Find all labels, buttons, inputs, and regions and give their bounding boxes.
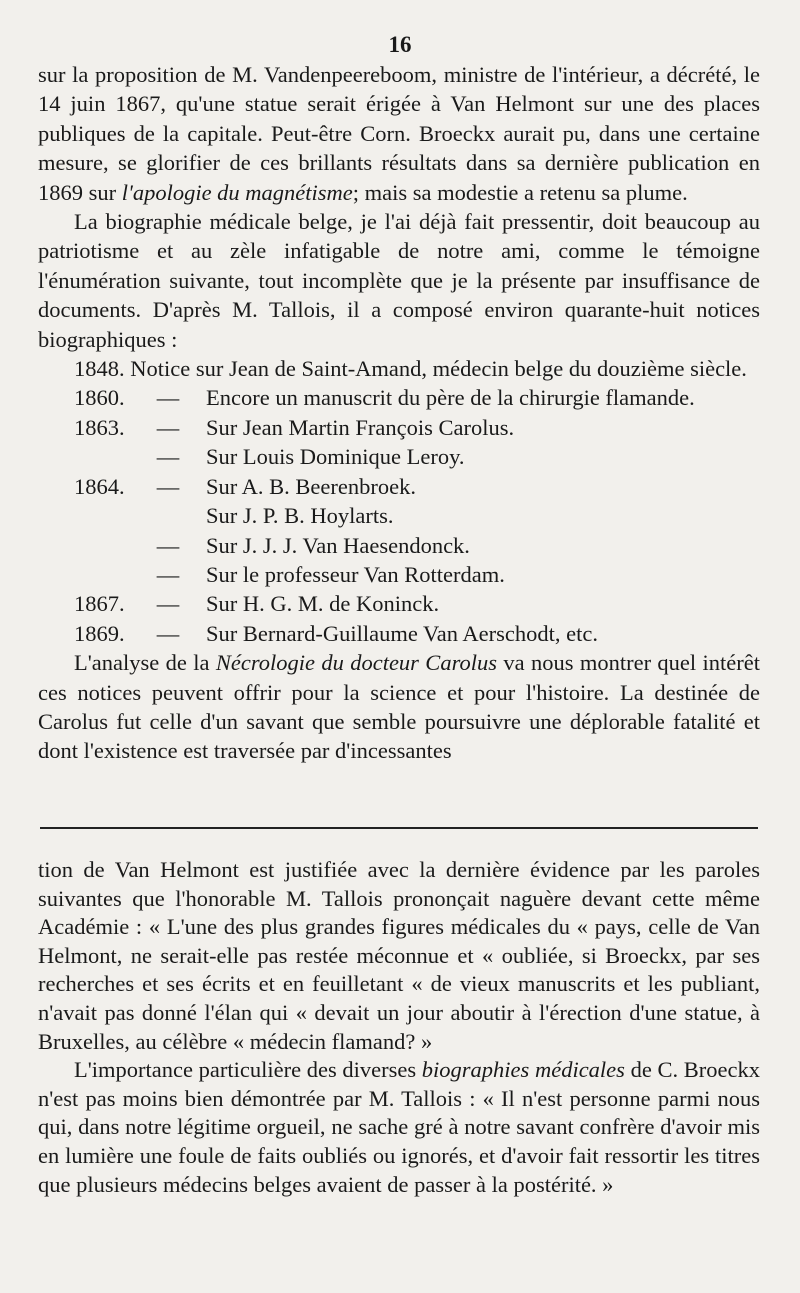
list-item-dash: —: [156, 532, 180, 558]
list-item-dash: —: [156, 414, 180, 440]
paragraph-3: 1848. Notice sur Jean de Saint-Amand, médecin belge du douzième siècle.: [74, 356, 747, 382]
list-item-text: Sur A. B. Beerenbroek.: [206, 473, 416, 499]
paragraph-2: La biographie médicale belge, je l'ai déjà fait pressentir, doit beaucoup au patriotisme et au zèle infatigable de notre ami, comme le témoigne l'énumération suivante, tout incomplète que je la présente par insuffisance de documents. D'après M. Tallois, il a composé environ quarante-huit notices biographiques :: [38, 209, 760, 352]
list-item-dash: —: [156, 444, 180, 470]
footnote: [38, 856, 760, 1199]
list-item-year: 1867.: [74, 591, 125, 617]
list-item-text: Sur J. P. B. Hoylarts.: [206, 503, 394, 529]
list-item: [38, 531, 760, 560]
list-item-year: 1860.: [74, 385, 125, 411]
list-item-text: Sur Bernard-Guillaume Van Aerschodt, etc.: [206, 620, 598, 646]
page-number: 16: [388, 32, 412, 57]
list-item: [38, 413, 760, 442]
list-item-year: [38, 531, 130, 560]
italic-title: l'apologie du magnétisme: [121, 179, 353, 205]
footnote-divider: [40, 827, 758, 829]
list-item-year: [38, 560, 130, 589]
list-item-year: [38, 442, 130, 471]
list-item: [38, 442, 760, 471]
list-item: [38, 589, 760, 618]
list-item-dash: —: [156, 591, 180, 617]
list-item-dash: —: [156, 561, 180, 587]
biography-list: [38, 383, 760, 648]
list-item: [38, 472, 760, 501]
italic-title: Nécrologie du docteur Carolus: [215, 650, 497, 676]
footnote-paragraph-1: tion de Van Helmont est justifiée avec la dernière évidence par les paroles suivantes que l'honorable M. Tallois prononçait naguère devant cette même Académie : « L'une des plus grandes figures médicales du « pays, celle de Van Helmont, ne serait-elle pas restée méconnue et « oubliée, si Broeckx, par ses recherches et ses écrits et en feuilletant « de vieux manuscrits et les publiant, n'avait pas donné l'élan qui « devait un jour aboutir à l'érection d'une statue, à Bruxelles, au célèbre « médecin flamand? »: [38, 857, 760, 1054]
list-item-text: Sur le professeur Van Rotterdam.: [206, 561, 505, 587]
list-item: [38, 619, 760, 648]
list-item-year: 1864.: [74, 473, 125, 499]
list-item-year: [38, 501, 130, 530]
list-item: [38, 383, 760, 412]
main-text: [38, 60, 760, 766]
list-item-dash: —: [156, 620, 180, 646]
list-item-dash: [130, 501, 206, 530]
list-item-year: 1863.: [74, 414, 125, 440]
paragraph-4: L'analyse de la Nécrologie du docteur Carolus va nous montrer quel intérêt ces notices peuvent offrir pour la science et pour l'histoire. La destinée de Carolus fut celle d'un savant que semble poursuivre une déplorable fatalité et dont l'existence est traversée par d'incessantes: [38, 650, 760, 764]
list-item-year: 1869.: [74, 620, 125, 646]
list-item-text: Sur Louis Dominique Leroy.: [206, 444, 465, 470]
list-item-text: Encore un manuscrit du père de la chirurgie flamande.: [206, 385, 695, 411]
paragraph-1: sur la proposition de M. Vandenpeereboom, ministre de l'intérieur, a décrété, le 14 juin 1867, qu'une statue serait érigée à Van Helmont sur une des places publiques de la capitale. Peut-être Corn. Broeckx aurait pu, dans une certaine mesure, se glorifier de ces brillants résultats dans sa dernière publication en 1869 sur l'apologie du magnétisme; mais sa modestie a retenu sa plume.: [38, 62, 760, 205]
list-item: [38, 560, 760, 589]
list-item-text: Sur H. G. M. de Koninck.: [206, 591, 440, 617]
list-item-dash: —: [156, 385, 180, 411]
list-item-text: Sur Jean Martin François Carolus.: [206, 414, 515, 440]
footnote-paragraph-2: L'importance particulière des diverses biographies médicales de C. Broeckx n'est pas moins bien démontrée par M. Tallois : « Il n'est personne parmi nous qui, dans notre légitime orgueil, ne sache gré à notre savant confrère d'avoir mis en lumière une foule de faits oubliés ou ignorés, et d'avoir fait ressortir les titres que plusieurs médecins belges avaient de passer à la postérité. »: [38, 1057, 761, 1197]
italic-title: biographies médicales: [421, 1057, 625, 1083]
list-item: [38, 501, 760, 530]
list-item-text: Sur J. J. J. Van Haesendonck.: [206, 532, 470, 558]
list-item-dash: —: [156, 473, 180, 499]
